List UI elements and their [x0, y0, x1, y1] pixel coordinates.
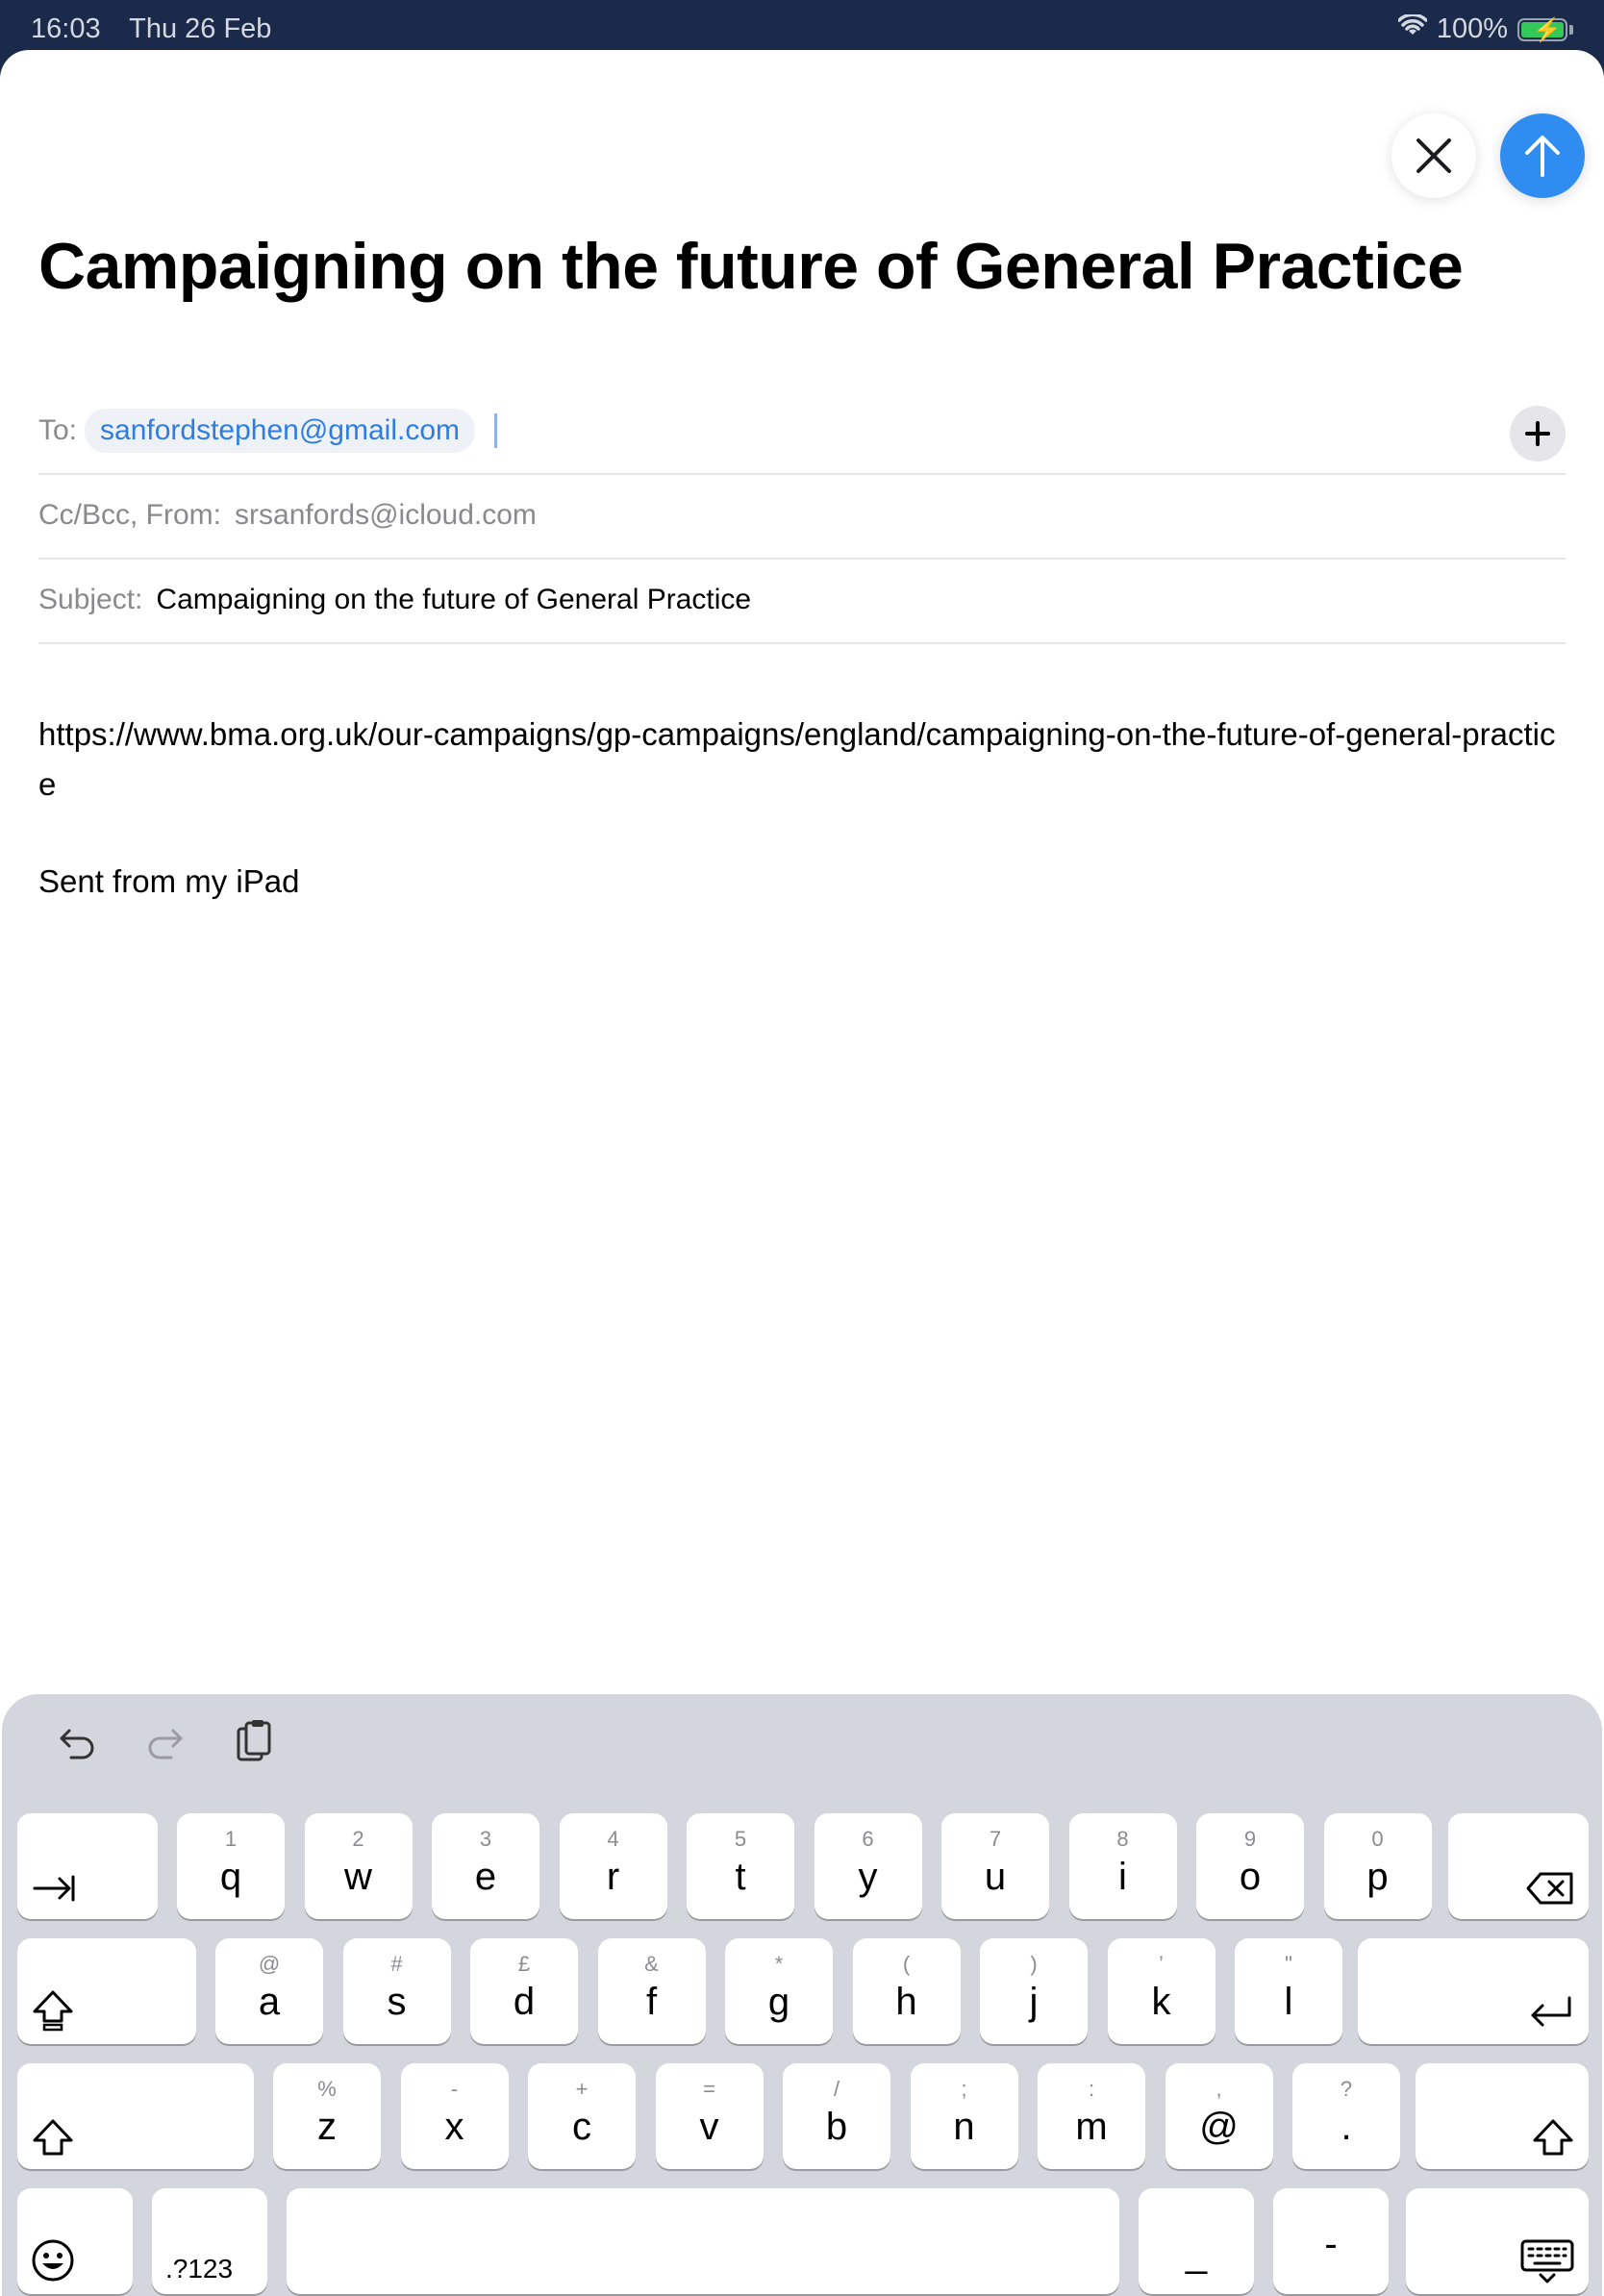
key-label: m — [1075, 2106, 1108, 2148]
key-y[interactable] — [815, 1813, 922, 1919]
shift-icon — [1531, 2117, 1575, 2158]
key-alt-label: / — [833, 2077, 840, 2101]
key-alt-label: & — [644, 1952, 659, 1976]
key-label: k — [1151, 1981, 1171, 2023]
key-alt-label: ? — [1340, 2077, 1353, 2101]
recipient-chip[interactable]: sanfordstephen@gmail.com — [85, 409, 475, 453]
key-a[interactable] — [215, 1938, 323, 2044]
key-u[interactable] — [941, 1813, 1049, 1919]
redo-icon — [144, 1721, 187, 1763]
key-label: i — [1118, 1856, 1127, 1898]
key-alt-label: £ — [517, 1952, 531, 1976]
key-label: j — [1029, 1981, 1039, 2023]
key-alt-label: , — [1216, 2077, 1222, 2101]
key-alt-label: * — [774, 1952, 784, 1976]
caps-lock-key[interactable] — [17, 1938, 196, 2044]
close-button[interactable] — [1391, 113, 1476, 198]
key-alt-label: ( — [902, 1952, 911, 1976]
cc-bcc-from-label: Cc/Bcc, From: — [38, 499, 222, 531]
battery-icon: ⚡ — [1517, 18, 1567, 41]
subject-value: Campaigning on the future of General Practice — [156, 584, 752, 615]
key-label: b — [825, 2106, 848, 2148]
space-key[interactable] — [287, 2188, 1119, 2294]
key-k[interactable] — [1108, 1938, 1216, 2044]
dismiss-keyboard-key[interactable] — [1406, 2188, 1589, 2294]
key-label: d — [513, 1981, 536, 2023]
delete-key[interactable] — [1448, 1813, 1589, 1919]
key-label: z — [317, 2106, 337, 2148]
shift-right-key[interactable] — [1416, 2063, 1589, 2169]
key-alt-label: 1 — [224, 1827, 238, 1851]
status-time: 16:03 — [31, 13, 101, 44]
compose-title: Campaigning on the future of General Practice — [38, 230, 1464, 303]
signature: Sent from my iPad — [38, 863, 300, 899]
emoji-icon — [31, 2238, 75, 2283]
key-m[interactable] — [1038, 2063, 1145, 2169]
key-d[interactable] — [470, 1938, 578, 2044]
key-label: c — [572, 2106, 591, 2148]
arrow-up-icon — [1521, 133, 1564, 179]
dash-key[interactable]: - — [1273, 2188, 1389, 2294]
key-e[interactable] — [432, 1813, 539, 1919]
key-label: q — [219, 1856, 242, 1898]
key-p[interactable] — [1324, 1813, 1432, 1919]
compose-sheet — [0, 50, 1604, 2296]
emoji-key[interactable] — [17, 2188, 133, 2294]
key-b[interactable] — [783, 2063, 890, 2169]
numbers-key-label: .?123 — [165, 2254, 234, 2284]
keyboard-toolbar — [2, 1694, 1602, 1790]
shift-left-key[interactable] — [17, 2063, 254, 2169]
key-s[interactable] — [343, 1938, 451, 2044]
key-x[interactable] — [401, 2063, 509, 2169]
status-date: Thu 26 Feb — [129, 13, 272, 44]
underscore-key[interactable]: _ — [1139, 2188, 1254, 2294]
shift-icon — [31, 2117, 75, 2158]
key-j[interactable] — [980, 1938, 1088, 2044]
wifi-icon — [1398, 13, 1427, 45]
key-z[interactable] — [273, 2063, 381, 2169]
key-alt-label: ) — [1030, 1952, 1038, 1976]
key-label: p — [1366, 1856, 1389, 1898]
key-w[interactable] — [305, 1813, 413, 1919]
key-alt-label: @ — [258, 1952, 281, 1976]
subject-label: Subject: — [38, 584, 143, 615]
key-label: a — [258, 1981, 281, 2023]
return-icon — [1527, 1994, 1575, 2031]
send-button[interactable] — [1500, 113, 1585, 198]
key-q[interactable] — [177, 1813, 285, 1919]
key-t[interactable] — [687, 1813, 794, 1919]
redo-button[interactable] — [140, 1717, 190, 1767]
key-label: h — [895, 1981, 917, 2023]
key-alt-label: 4 — [607, 1827, 619, 1851]
key-o[interactable] — [1196, 1813, 1304, 1919]
from-address: srsanfords@icloud.com — [235, 499, 537, 531]
close-icon — [1415, 137, 1453, 175]
key-label: @ — [1199, 2106, 1239, 2148]
to-field[interactable] — [38, 388, 1566, 475]
key-period[interactable] — [1292, 2063, 1400, 2169]
add-recipient-button[interactable] — [1510, 406, 1566, 462]
delete-icon — [1525, 1871, 1575, 1906]
text-caret — [494, 413, 497, 448]
to-label: To: — [38, 414, 78, 446]
key-label: s — [387, 1981, 407, 2023]
cc-bcc-from-field[interactable] — [38, 473, 1566, 560]
key-label: e — [474, 1856, 497, 1898]
key-alt-label: 8 — [1116, 1827, 1129, 1851]
key-alt-label: + — [575, 2077, 589, 2101]
keyboard-dismiss-icon — [1519, 2238, 1575, 2284]
key-n[interactable] — [911, 2063, 1018, 2169]
key-v[interactable] — [656, 2063, 764, 2169]
key-label: y — [858, 1856, 878, 1898]
key-c[interactable] — [528, 2063, 636, 2169]
plus-icon — [1524, 420, 1551, 447]
key-label: f — [645, 1981, 658, 2023]
key-alt-label: % — [317, 2077, 337, 2101]
onscreen-keyboard — [2, 1694, 1602, 2296]
paste-button[interactable] — [229, 1717, 279, 1767]
key-f[interactable] — [598, 1938, 706, 2044]
undo-button[interactable] — [52, 1717, 102, 1767]
caps-lock-icon — [31, 1988, 75, 2033]
key-alt-label: 0 — [1371, 1827, 1384, 1851]
key-label: u — [984, 1856, 1007, 1898]
subject-field[interactable] — [38, 558, 1566, 644]
key-alt-label: " — [1285, 1952, 1292, 1976]
key-alt-label: 5 — [734, 1827, 747, 1851]
key-alt-label: 2 — [352, 1827, 364, 1851]
key-h[interactable] — [853, 1938, 961, 2044]
undo-icon — [56, 1721, 98, 1763]
key-alt-label: ’ — [1159, 1952, 1164, 1976]
key-label: v — [699, 2106, 719, 2148]
key-alt-label: = — [703, 2077, 715, 2101]
key-label: l — [1284, 1981, 1293, 2023]
key-label: x — [444, 2106, 464, 2148]
key-g[interactable] — [725, 1938, 833, 2044]
numbers-key[interactable] — [152, 2188, 267, 2294]
tab-key[interactable] — [17, 1813, 158, 1919]
return-key[interactable] — [1358, 1938, 1589, 2044]
key-label: t — [735, 1856, 746, 1898]
message-body[interactable] — [38, 710, 1567, 810]
body-url[interactable]: https://www.bma.org.uk/our-campaigns/gp-campaigns/england/campaigning-on-the-future-of-general-practice — [38, 716, 1556, 802]
key-label: g — [767, 1981, 790, 2023]
key-label: n — [953, 2106, 975, 2148]
key-alt-label: 6 — [862, 1827, 874, 1851]
key-label: r — [606, 1856, 620, 1898]
clipboard-icon — [235, 1719, 273, 1765]
key-r[interactable] — [560, 1813, 667, 1919]
key-l[interactable] — [1235, 1938, 1342, 2044]
key-label: o — [1239, 1856, 1262, 1898]
key-alt-label: - — [450, 2077, 459, 2101]
key-alt-label: 7 — [989, 1827, 1002, 1851]
key-alt-label: ; — [961, 2077, 967, 2101]
key-alt-label: # — [390, 1952, 403, 1976]
status-bar — [0, 0, 1604, 50]
key-label: w — [344, 1856, 372, 1898]
key-alt-label: : — [1088, 2077, 1095, 2101]
key-label: . — [1341, 2106, 1352, 2148]
key-i[interactable] — [1069, 1813, 1177, 1919]
key-alt-label: 9 — [1243, 1827, 1257, 1851]
battery-percent: 100% — [1436, 13, 1508, 44]
tab-icon — [31, 1871, 77, 1906]
key-at[interactable] — [1165, 2063, 1273, 2169]
key-alt-label: 3 — [479, 1827, 492, 1851]
